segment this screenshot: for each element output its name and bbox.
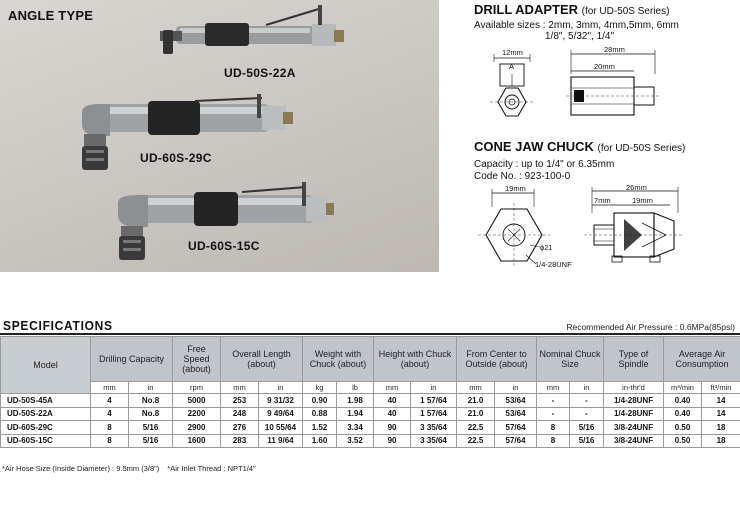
product-photo: [0, 0, 439, 272]
adapter-dim-a: A: [509, 62, 515, 71]
unit-cell: in-thr'd: [604, 382, 664, 394]
unit-cell: in: [259, 382, 303, 394]
table-cell: -: [570, 394, 604, 408]
specifications-title: SPECIFICATIONS: [3, 318, 113, 333]
table-cell: 2200: [173, 407, 221, 421]
table-cell: 40: [374, 407, 411, 421]
table-cell: 0.40: [664, 407, 702, 421]
unit-cell: mm: [91, 382, 129, 394]
adapter-dim-28mm: 28mm: [604, 45, 625, 54]
model-cell: UD-60S-29C: [1, 421, 91, 435]
chuck-capacity: Capacity : up to 1/4" or 6.35mm: [474, 159, 615, 170]
adapter-dim-12mm: 12mm: [502, 48, 523, 57]
chuck-code-no: Code No. : 923-100-0: [474, 171, 571, 182]
table-row: [1, 421, 740, 435]
table-cell: 1/4-28UNF: [604, 394, 664, 408]
table-cell: 248: [221, 407, 259, 421]
spec-body: [1, 394, 740, 448]
drill-adapter-sizes: Available sizes : 2mm, 3mm, 4mm,5mm, 6mm: [474, 20, 679, 31]
chuck-dim-7mm: 7mm: [594, 196, 611, 205]
unit-cell: in: [495, 382, 537, 394]
table-cell: 53/64: [495, 407, 537, 421]
header-nominal-chuck-size: Nominal Chuck Size: [537, 337, 604, 382]
table-cell: 2900: [173, 421, 221, 435]
table-cell: 22.5: [457, 434, 495, 448]
table-cell: 53/64: [495, 394, 537, 408]
unit-cell: in: [411, 382, 457, 394]
table-cell: 9 31/32: [259, 394, 303, 408]
table-cell: No.8: [129, 407, 173, 421]
table-cell: -: [570, 407, 604, 421]
drill-adapter-title: DRILL ADAPTER (for UD-50S Series): [474, 2, 670, 17]
table-cell: 3.34: [337, 421, 374, 435]
recommended-air-pressure: Recommended Air Pressure : 0.6MPa(85psi): [566, 322, 735, 332]
unit-cell: in: [129, 382, 173, 394]
table-cell: 5000: [173, 394, 221, 408]
table-cell: 5/16: [570, 421, 604, 435]
cone-jaw-chuck-drawing: [474, 183, 694, 273]
spec-header-row: [1, 337, 740, 382]
spec-units-row: [1, 382, 740, 394]
model-cell: UD-60S-15C: [1, 434, 91, 448]
tool-label-ud-50s-22a: UD-50S-22A: [224, 66, 296, 80]
table-cell: 40: [374, 394, 411, 408]
table-row: [1, 394, 740, 408]
model-cell: UD-50S-45A: [1, 394, 91, 408]
chuck-dim-phi21: ϕ21: [540, 243, 553, 252]
table-cell: 0.40: [664, 394, 702, 408]
photo-title: ANGLE TYPE: [8, 8, 94, 23]
footnote-hose-size: *Air Hose Size (Inside Diameter) : 9.5mm (3/8"): [2, 464, 160, 473]
unit-cell: mm: [221, 382, 259, 394]
table-cell: 90: [374, 434, 411, 448]
table-cell: 8: [91, 434, 129, 448]
table-cell: 1 57/64: [411, 407, 457, 421]
cone-jaw-chuck-title: CONE JAW CHUCK (for UD-50S Series): [474, 139, 686, 154]
table-cell: 10 55/64: [259, 421, 303, 435]
header-from-center: From Center to Outside (about): [457, 337, 537, 382]
table-row: [1, 434, 740, 448]
table-cell: 18: [702, 421, 740, 435]
table-cell: 21.0: [457, 394, 495, 408]
table-cell: No.8: [129, 394, 173, 408]
unit-cell: ft³/min: [702, 382, 740, 394]
table-cell: -: [537, 394, 570, 408]
table-cell: 4: [91, 407, 129, 421]
table-cell: 276: [221, 421, 259, 435]
chuck-dim-19mm-front: 19mm: [505, 184, 526, 193]
tool-label-ud-60s-15c: UD-60S-15C: [188, 239, 260, 253]
unit-cell: mm: [374, 382, 411, 394]
table-cell: 5/16: [129, 421, 173, 435]
table-cell: 14: [702, 394, 740, 408]
chuck-dim-26mm: 26mm: [626, 183, 647, 192]
table-cell: 1.98: [337, 394, 374, 408]
unit-cell: mm: [537, 382, 570, 394]
table-cell: 5/16: [570, 434, 604, 448]
unit-cell: in: [570, 382, 604, 394]
footnote: [2, 464, 256, 473]
table-cell: 3/8-24UNF: [604, 421, 664, 435]
table-cell: 8: [537, 434, 570, 448]
table-cell: 5/16: [129, 434, 173, 448]
header-air-consumption: Average Air Consumption: [664, 337, 740, 382]
table-cell: 3 35/64: [411, 434, 457, 448]
chuck-dim-19mm-side: 19mm: [632, 196, 653, 205]
table-cell: 90: [374, 421, 411, 435]
specifications-table: [0, 336, 740, 448]
table-cell: 14: [702, 407, 740, 421]
table-cell: 57/64: [495, 421, 537, 435]
table-cell: 8: [537, 421, 570, 435]
unit-cell: rpm: [173, 382, 221, 394]
table-cell: 283: [221, 434, 259, 448]
table-cell: -: [537, 407, 570, 421]
table-cell: 253: [221, 394, 259, 408]
table-cell: 57/64: [495, 434, 537, 448]
table-cell: 3.52: [337, 434, 374, 448]
unit-cell: m³/min: [664, 382, 702, 394]
table-cell: 9 49/64: [259, 407, 303, 421]
table-cell: 3/8-24UNF: [604, 434, 664, 448]
table-cell: 1/4-28UNF: [604, 407, 664, 421]
table-cell: 21.0: [457, 407, 495, 421]
table-cell: 22.5: [457, 421, 495, 435]
table-cell: 1 57/64: [411, 394, 457, 408]
specifications-rule: [0, 333, 740, 335]
table-cell: 18: [702, 434, 740, 448]
header-type-of-spindle: Type of Spindle: [604, 337, 664, 382]
table-cell: 1.52: [303, 421, 337, 435]
chuck-dim-thread: 1/4-28UNF: [535, 260, 572, 269]
footnote-inlet-thread: *Air Inlet Thread : NPT1/4": [167, 464, 256, 473]
table-cell: 11 9/64: [259, 434, 303, 448]
header-weight: Weight with Chuck (about): [303, 337, 374, 382]
table-cell: 4: [91, 394, 129, 408]
tool-ud-50s-22a-image: [160, 5, 344, 54]
tool-illustrations: [0, 0, 439, 272]
header-drilling-capacity: Drilling Capacity: [91, 337, 173, 382]
unit-cell: lb: [337, 382, 374, 394]
table-cell: 0.50: [664, 421, 702, 435]
model-cell: UD-50S-22A: [1, 407, 91, 421]
header-free-speed: Free Speed (about): [173, 337, 221, 382]
table-cell: 1.60: [303, 434, 337, 448]
table-cell: 0.88: [303, 407, 337, 421]
table-cell: 3 35/64: [411, 421, 457, 435]
table-cell: 1600: [173, 434, 221, 448]
table-cell: 8: [91, 421, 129, 435]
table-cell: 0.90: [303, 394, 337, 408]
unit-cell: kg: [303, 382, 337, 394]
drill-adapter-drawing: [474, 44, 674, 130]
adapter-dim-20mm: 20mm: [594, 62, 615, 71]
drill-adapter-sizes-inch: 1/8", 5/32", 1/4": [545, 31, 615, 42]
unit-cell: mm: [457, 382, 495, 394]
header-overall-length: Overall Length (about): [221, 337, 303, 382]
table-row: [1, 407, 740, 421]
table-cell: 1.94: [337, 407, 374, 421]
header-height: Height with Chuck (about): [374, 337, 457, 382]
header-model: Model: [1, 337, 91, 394]
table-cell: 0.50: [664, 434, 702, 448]
tool-label-ud-60s-29c: UD-60S-29C: [140, 151, 212, 165]
